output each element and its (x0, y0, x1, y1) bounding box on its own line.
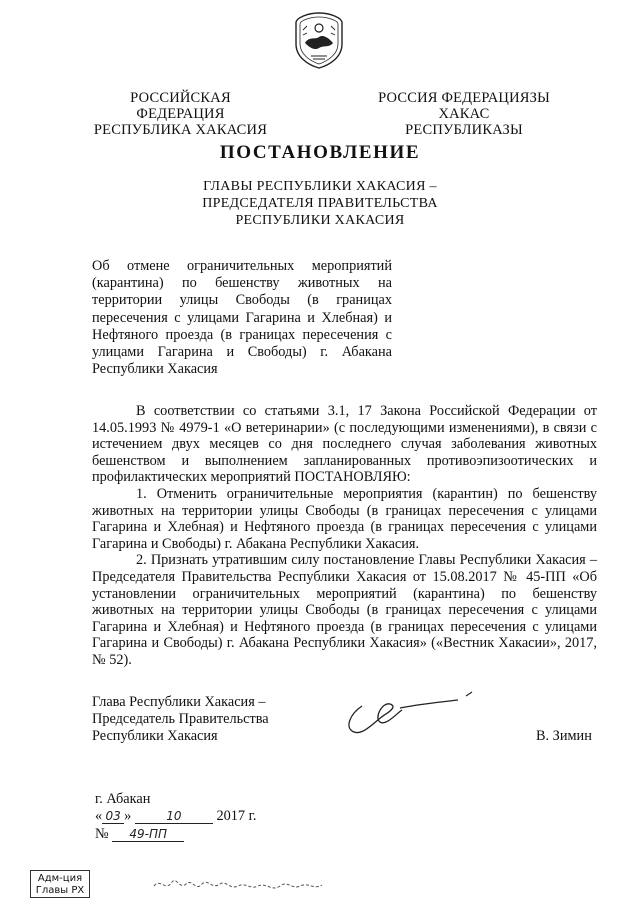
document-body (92, 403, 597, 669)
body-item-1: 1. Отменить ограничительные мероприятия (карантин) по бешенству животных на территории улицы Свободы (в границах пересечения с улицами Гагарина и Хлебная) и Нефтяного проезда (в границах пересечения с улицами Гагарина и Свободы) г. Абакана Республики Хакасия. (92, 485, 597, 552)
handwritten-signature (340, 688, 490, 748)
date-month: 10 (135, 809, 213, 824)
body-preamble: В соответствии со статьями 3.1, 17 Закона Российской Федерации от 14.05.1993 № 4979-1 «О ветеринарии» (с последующими изменениями), в связи с истечением двух месяцев со дня последнего случая заболевания животных бешенством и выполнением запланированных противоэпизоотических и профилактических мероприятий ПОСТАНОВЛЯЮ: (92, 403, 597, 486)
issuer-line2: ПРЕДСЕДАТЕЛЯ ПРАВИТЕЛЬСТВА (202, 196, 438, 211)
stamp-line1: Адм-ция (37, 873, 83, 884)
number-prefix: № (95, 826, 109, 842)
coat-of-arms-emblem (291, 10, 347, 70)
signatory-title (92, 694, 312, 746)
document-number-line (95, 826, 215, 844)
date-year: 2017 г. (216, 808, 257, 824)
issuer-line3: РЕСПУБЛИКИ ХАКАСИЯ (235, 213, 405, 228)
signatory-title-line2: Председатель Правительства (92, 711, 269, 728)
header-left-line2: РЕСПУБЛИКА ХАКАСИЯ (93, 122, 268, 138)
stamp-line2: Главы РХ (35, 885, 85, 896)
header-khakas (378, 90, 550, 138)
handwritten-note (150, 870, 340, 898)
header-right-line2: ХАКАС РЕСПУБЛИКАЗЫ (405, 106, 523, 138)
document-type-title: ПОСТАНОВЛЕНИЕ (219, 142, 421, 163)
date-close-quote: » (124, 808, 132, 824)
date-open-quote: « (95, 808, 103, 824)
signatory-title-line3: Республики Хакасия (92, 728, 218, 745)
date-day: 03 (102, 809, 124, 824)
document-number: 49-ПП (112, 827, 184, 842)
header-russian-federation (88, 90, 273, 138)
header-right-line1: РОССИЯ ФЕДЕРАЦИЯЗЫ (378, 90, 550, 106)
signatory-title-line1: Глава Республики Хакасия – (92, 694, 266, 710)
issuer-line1: ГЛАВЫ РЕСПУБЛИКИ ХАКАСИЯ – (203, 179, 437, 194)
date-line (95, 808, 295, 826)
signatory-name: В. Зимин (536, 728, 592, 744)
issuer-block (150, 178, 490, 229)
administration-stamp (30, 870, 90, 898)
header-left-line1: РОССИЙСКАЯ ФЕДЕРАЦИЯ (130, 90, 231, 122)
body-item-2: 2. Признать утратившим силу постановление Главы Республики Хакасия – Председателя Правительства Республики Хакасия от 15.08.2017 № 45-ПП «Об установлении ограничительных мероприятий (карантина) по бешенству животных на территории улицы Свободы (в границах пересечения с улицами Гагарина и Хлебная) и Нефтяного проезда (в границах пересечения с улицами Гагарина и Свободы) г. Абакана Республики Хакасия» («Вестник Хакасии», 2017, № 52). (92, 552, 597, 668)
place-of-issue: г. Абакан (95, 791, 151, 807)
document-subject: Об отмене ограничительных мероприятий (карантина) по бешенству животных на территории улицы Свободы (в границах пересечения с улицами Гагарина и Хлебная) и Нефтяного проезда (в границах пересечения с улицами Гагарина и Свободы) г. Абакана Республики Хакасия (92, 258, 392, 378)
